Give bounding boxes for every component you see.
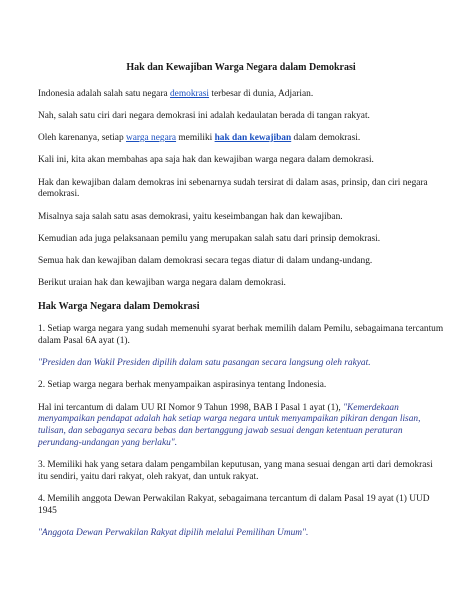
text: Indonesia adalah salah satu negara xyxy=(38,88,170,99)
quote: "Anggota Dewan Perwakilan Rakyat dipilih melalui Pemilihan Umum". xyxy=(38,528,309,538)
text: Hal ini tercantum di dalam UU RI Nomor 9 Tahun 1998, BAB I Pasal 1 ayat (1), xyxy=(38,402,344,413)
quote: "Presiden dan Wakil Presiden dipilih dalam satu pasangan secara langsung oleh rakyat. xyxy=(38,358,371,368)
paragraph: Semua hak dan kewajiban dalam demokrasi secara tegas diatur di dalam undang-undang. xyxy=(38,256,373,266)
document-title: Hak dan Kewajiban Warga Negara dalam Demokrasi xyxy=(126,62,356,73)
paragraph-links xyxy=(38,133,444,145)
document-body xyxy=(38,62,444,550)
paragraph-with-quote xyxy=(38,403,444,450)
paragraph: Misalnya saja salah satu asas demokrasi, yaitu keseimbangan hak dan kewajiban. xyxy=(38,211,343,222)
paragraph: Nah, salah satu ciri dari negara demokrasi ini adalah kedaulatan berada di tangan rakyat. xyxy=(38,110,370,121)
list-item: 2. Setiap warga negara berhak menyampaikan aspirasinya tentang Indonesia. xyxy=(38,380,327,391)
text: terbesar di dunia, Adjarian. xyxy=(209,88,314,99)
list-item: 4. Memilih anggota Dewan Perwakilan Rakyat, sebagaimana tercantum di dalam Pasal 19 ayat (1) UUD 1945 xyxy=(38,494,430,516)
section-heading: Hak Warga Negara dalam Demokrasi xyxy=(38,300,200,312)
link-demokrasi[interactable]: demokrasi xyxy=(169,88,210,99)
text: dalam demokrasi. xyxy=(291,133,361,143)
text: memiliki xyxy=(176,133,215,143)
link-hak-dan-kewajiban[interactable]: hak dan kewajiban xyxy=(214,133,292,143)
paragraph: Hak dan kewajiban dalam demokras ini sebenarnya sudah tersirat di dalam asas, prinsip, dan ciri negara demokrasi. xyxy=(38,177,428,200)
link-warga-negara[interactable]: warga negara xyxy=(125,133,177,143)
paragraph: Berikut uraian hak dan kewajiban warga negara dalam demokrasi. xyxy=(38,278,286,289)
paragraph-intro xyxy=(38,89,444,101)
list-item: 3. Memiliki hak yang setara dalam pengambilan keputusan, yang mana sesuai dengan arti dari demokrasi itu sendiri, yaitu dari rakyat, oleh rakyat, dan untuk rakyat. xyxy=(38,460,433,482)
text: Oleh karenanya, setiap xyxy=(38,133,126,143)
paragraph: Kali ini, kita akan membahas apa saja hak dan kewajiban warga negara dalam demokrasi. xyxy=(38,155,374,166)
paragraph: Kemudian ada juga pelaksanaan pemilu yang merupakan salah satu dari prinsip demokrasi. xyxy=(38,233,381,244)
quote: "Kemerdekaan menyampaikan pendapat adalah hak setiap warga negara untuk menyampaikan pikiran dengan lisan, tulisan, dan sebaganya secara bebas dan bertanggung jawab sesuai dengan ketentuan peraturan perundang-undangan yang berlaku". xyxy=(38,402,421,448)
list-item: 1. Setiap warga negara yang sudah memenuhi syarat berhak memilih dalam Pemilu, sebagaimana tercantum dalam Pasal 6A ayat (1). xyxy=(38,324,444,346)
